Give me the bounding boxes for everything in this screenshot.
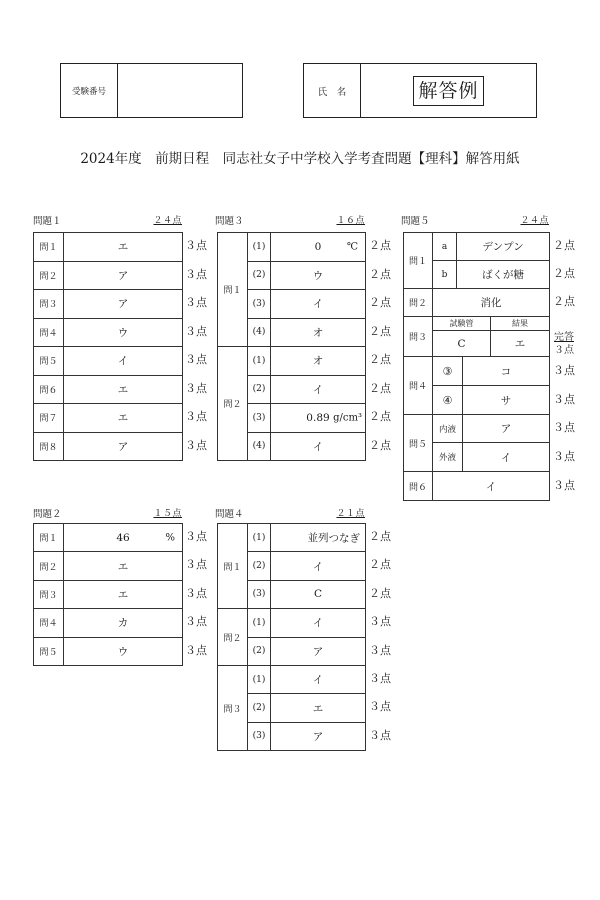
answer-cell xyxy=(64,524,183,552)
table-row xyxy=(34,609,183,637)
q1-section-label: 問題１ xyxy=(33,216,62,227)
name-box xyxy=(303,63,537,118)
points-label: ３点 xyxy=(553,450,575,463)
points-label: ２点 xyxy=(369,296,391,309)
points-label: ３点 xyxy=(553,364,575,377)
answer-value: 並列 xyxy=(307,532,329,545)
q4-total-points: ２１点 xyxy=(336,509,365,519)
column-header-test-tube: 試験管 xyxy=(433,317,491,331)
points-label: ３点 xyxy=(185,267,207,281)
points-label: ２点 xyxy=(369,239,391,252)
answer-cell: ア xyxy=(271,637,366,665)
points-label: ２点 xyxy=(369,438,391,452)
table-row xyxy=(218,233,366,262)
question-label: 問２ xyxy=(34,552,64,580)
sub-question-label: (1) xyxy=(248,347,271,376)
answer-cell: オ xyxy=(271,347,366,376)
answer-cell: イ xyxy=(271,432,366,461)
answer-cell: イ xyxy=(433,472,550,501)
name-field xyxy=(361,64,536,117)
points-block-complete xyxy=(551,330,577,356)
sub-question-label: (2) xyxy=(248,552,271,580)
question-label: 問１ xyxy=(218,233,248,347)
question-label: 問４ xyxy=(34,609,64,637)
points-label: ２点 xyxy=(369,530,391,543)
answer-cell: イ xyxy=(271,290,366,319)
question-label: 問８ xyxy=(34,432,64,461)
q4-answer-table xyxy=(217,523,366,751)
points-label: ３点 xyxy=(553,393,575,406)
points-label: ２点 xyxy=(369,324,391,338)
q2-total-points: １５点 xyxy=(153,509,182,519)
answer-cell: ウ xyxy=(271,261,366,290)
answer-cell xyxy=(271,404,366,433)
answer-cell: エ xyxy=(64,580,183,608)
answer-cell: エ xyxy=(64,552,183,580)
sub-question-label: (1) xyxy=(248,609,271,637)
answer-cell: イ xyxy=(271,375,366,404)
q1-total-points: ２４点 xyxy=(153,216,182,226)
question-label: 問６ xyxy=(404,472,433,501)
points-label: ３点 xyxy=(369,671,391,685)
answer-cell: オ xyxy=(271,318,366,347)
question-label: 問１ xyxy=(218,524,248,609)
sub-question-label: (1) xyxy=(248,524,271,552)
table-row xyxy=(404,357,550,386)
q2-points-column xyxy=(183,523,209,665)
table-row xyxy=(34,347,183,376)
points-spacer xyxy=(551,316,577,330)
question-label: 問３ xyxy=(404,317,433,357)
answer-cell: ア xyxy=(64,290,183,319)
answer-value: 0 xyxy=(314,240,322,253)
points-label: ２点 xyxy=(553,267,575,280)
points-label: ２点 xyxy=(553,295,575,308)
points-label: ３点 xyxy=(185,558,207,572)
answer-cell: イ xyxy=(64,347,183,376)
question-label: 問４ xyxy=(404,357,433,415)
table-row xyxy=(34,261,183,290)
points-label: ３点 xyxy=(185,296,207,309)
answer-cell: イ xyxy=(271,665,366,693)
sub-question-label: (3) xyxy=(248,404,271,433)
points-label: ３点 xyxy=(369,643,391,657)
points-label: ３点 xyxy=(185,239,207,252)
sub-question-label: ③ xyxy=(433,357,463,386)
q2-section-label: 問題２ xyxy=(33,509,62,520)
answer-cell: イ xyxy=(271,552,366,580)
column-header-result: 結果 xyxy=(491,317,550,331)
table-row xyxy=(404,233,550,261)
q5-answer-table xyxy=(403,232,550,501)
answer-cell: C xyxy=(271,580,366,608)
sub-question-label: (3) xyxy=(248,722,271,750)
points-label: ３点 xyxy=(554,345,574,356)
table-row xyxy=(34,580,183,608)
q5-points-column xyxy=(551,232,577,500)
question-label: 問２ xyxy=(404,289,433,317)
q5-total-points: ２４点 xyxy=(520,216,549,226)
exam-number-label: 受験番号 xyxy=(61,64,118,117)
points-label: ３点 xyxy=(553,421,575,434)
sub-question-label: (1) xyxy=(248,233,271,262)
answer-key-stamp: 解答例 xyxy=(413,76,483,106)
sub-question-label: a xyxy=(433,233,457,261)
points-label: ２点 xyxy=(369,558,391,572)
table-row xyxy=(34,290,183,319)
q5-section-label: 問題５ xyxy=(401,216,430,227)
answer-unit: g/cm³ xyxy=(333,412,362,424)
question-label: 問４ xyxy=(34,318,64,347)
complete-answer-note: 完答 xyxy=(554,332,574,343)
table-row xyxy=(218,347,366,376)
answer-cell: ア xyxy=(64,261,183,290)
answer-unit: つなぎ xyxy=(328,532,360,545)
exam-number-box xyxy=(60,63,243,118)
answer-cell: 消化 xyxy=(433,289,550,317)
points-label: ３点 xyxy=(185,381,207,395)
points-label: ３点 xyxy=(185,438,207,452)
answer-cell: ばくが糖 xyxy=(457,261,550,289)
answer-cell: エ xyxy=(64,375,183,404)
points-label: ３点 xyxy=(185,530,207,543)
answer-cell: カ xyxy=(64,609,183,637)
sub-question-label: (1) xyxy=(248,665,271,693)
table-row xyxy=(34,432,183,461)
question-label: 問７ xyxy=(34,404,64,433)
answer-cell: デンプン xyxy=(457,233,550,261)
answer-unit: ℃ xyxy=(346,241,358,253)
table-row xyxy=(34,404,183,433)
answer-cell: ア xyxy=(64,432,183,461)
sub-question-label: (2) xyxy=(248,375,271,404)
q1-points-column xyxy=(183,232,209,460)
points-label: ３点 xyxy=(369,700,391,714)
sub-question-label: (2) xyxy=(248,694,271,722)
q3-points-column xyxy=(367,232,393,460)
q3-section-label: 問題３ xyxy=(215,216,244,227)
sub-question-label: (2) xyxy=(248,637,271,665)
table-row xyxy=(218,609,366,637)
table-row xyxy=(218,524,366,552)
answer-cell: イ xyxy=(463,443,550,472)
sub-question-label: (3) xyxy=(248,290,271,319)
points-label: ２点 xyxy=(369,410,391,423)
answer-cell: ア xyxy=(271,722,366,750)
sub-question-label: (4) xyxy=(248,432,271,461)
points-label: ３点 xyxy=(185,643,207,657)
q2-answer-table xyxy=(33,523,183,666)
q4-points-column xyxy=(367,523,393,750)
answer-cell: エ xyxy=(64,233,183,262)
answer-cell: エ xyxy=(491,331,550,357)
points-label: ３点 xyxy=(369,728,391,742)
question-label: 問５ xyxy=(404,415,433,472)
points-label: ３点 xyxy=(185,324,207,338)
answer-cell: イ xyxy=(271,609,366,637)
answer-unit: % xyxy=(165,532,175,544)
answer-cell: エ xyxy=(271,694,366,722)
question-label: 問５ xyxy=(34,347,64,376)
points-label: ３点 xyxy=(185,615,207,629)
sub-question-label: (2) xyxy=(248,261,271,290)
points-label: ３点 xyxy=(185,586,207,600)
points-label: ２点 xyxy=(553,239,575,252)
answer-value: 46 xyxy=(116,531,130,544)
answer-cell: サ xyxy=(463,386,550,415)
question-label: 問１ xyxy=(34,233,64,262)
name-label: 氏 名 xyxy=(304,64,361,117)
table-row xyxy=(404,415,550,443)
question-label: 問２ xyxy=(218,347,248,461)
answer-value: 0.89 xyxy=(306,411,330,424)
points-label: ３点 xyxy=(369,615,391,629)
page-title: 2024年度 前期日程 同志社女子中学校入学考査問題【理科】解答用紙 xyxy=(80,151,520,167)
question-label: 問２ xyxy=(34,261,64,290)
sub-question-label: ④ xyxy=(433,386,463,415)
table-row xyxy=(34,524,183,552)
points-label: ２点 xyxy=(369,267,391,281)
table-row xyxy=(404,317,550,331)
q1-answer-table xyxy=(33,232,183,461)
q4-section-label: 問題４ xyxy=(215,509,244,520)
q3-total-points: １６点 xyxy=(336,216,365,226)
points-label: ３点 xyxy=(553,479,575,492)
points-label: ２点 xyxy=(369,586,391,600)
answer-cell xyxy=(271,233,366,262)
table-row xyxy=(34,552,183,580)
question-label: 問６ xyxy=(34,375,64,404)
sub-question-label: 外液 xyxy=(433,443,463,472)
points-label: ３点 xyxy=(185,353,207,366)
question-label: 問３ xyxy=(218,665,248,750)
answer-cell: C xyxy=(433,331,491,357)
question-label: 問１ xyxy=(34,524,64,552)
answer-cell: ウ xyxy=(64,637,183,665)
table-row xyxy=(34,637,183,665)
question-label: 問３ xyxy=(34,580,64,608)
sub-question-label: (4) xyxy=(248,318,271,347)
sub-question-label: b xyxy=(433,261,457,289)
points-label: ３点 xyxy=(185,410,207,423)
answer-cell xyxy=(271,524,366,552)
answer-cell: エ xyxy=(64,404,183,433)
sub-question-label: 内液 xyxy=(433,415,463,443)
question-label: 問２ xyxy=(218,609,248,666)
answer-cell: ア xyxy=(463,415,550,443)
answer-cell: ウ xyxy=(64,318,183,347)
points-label: ２点 xyxy=(369,381,391,395)
question-label: 問１ xyxy=(404,233,433,289)
sub-question-label: (3) xyxy=(248,580,271,608)
exam-number-field xyxy=(118,64,242,117)
table-row xyxy=(34,375,183,404)
question-label: 問５ xyxy=(34,637,64,665)
table-row xyxy=(404,472,550,501)
table-row xyxy=(34,233,183,262)
table-row xyxy=(404,289,550,317)
question-label: 問３ xyxy=(34,290,64,319)
q3-answer-table xyxy=(217,232,366,461)
points-label: ２点 xyxy=(369,353,391,366)
table-row xyxy=(34,318,183,347)
answer-cell: コ xyxy=(463,357,550,386)
table-row xyxy=(218,665,366,693)
